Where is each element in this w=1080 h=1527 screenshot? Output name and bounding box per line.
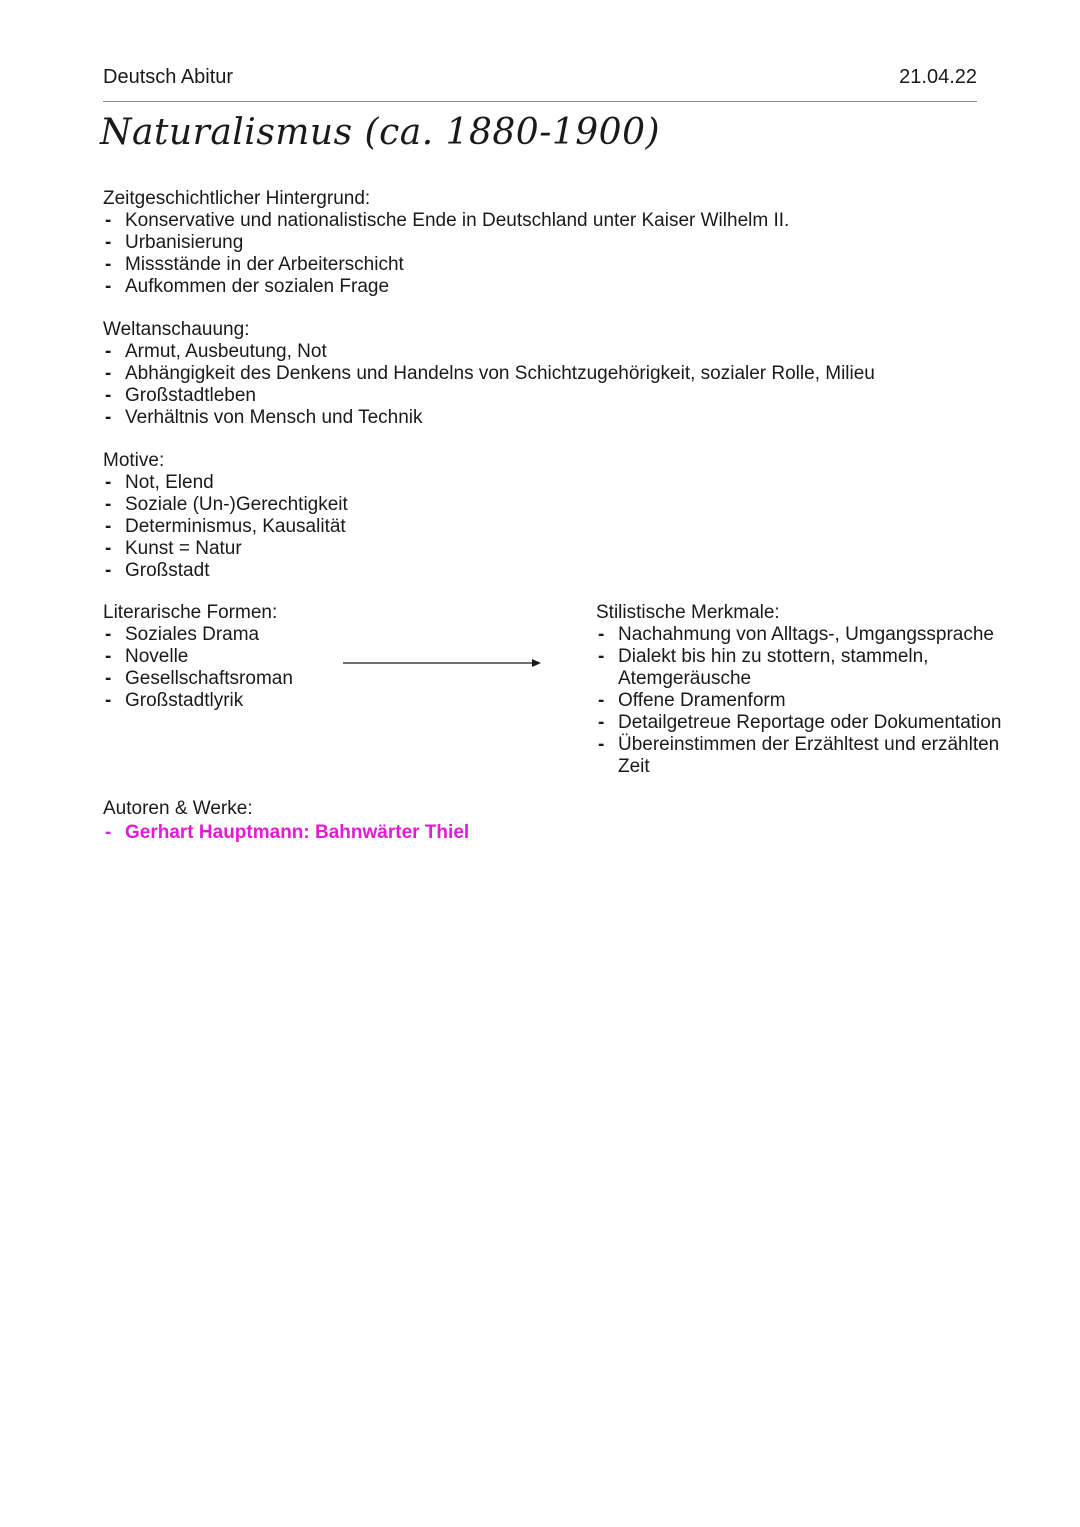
background-list [103, 210, 1003, 298]
list-item: - Determinismus, Kausalität [103, 516, 703, 538]
section-heading: Autoren & Werke: [103, 798, 253, 819]
list-item: - Großstadtleben [103, 385, 1003, 407]
document-date: 21.04.22 [899, 66, 977, 88]
list-item: - Großstadt [103, 560, 703, 582]
list-item: - Dialekt bis hin zu stottern, stammeln, Atemgeräusche [596, 646, 1036, 690]
list-item: - Novelle [103, 646, 343, 668]
section-motifs [103, 450, 703, 582]
worldview-list [103, 341, 1003, 429]
section-style-features [596, 602, 1036, 778]
list-item: - Not, Elend [103, 472, 703, 494]
list-item: - Soziale (Un-)Gerechtigkeit [103, 494, 703, 516]
section-heading: Zeitgeschichtlicher Hintergrund: [103, 188, 371, 209]
list-item: - Kunst = Natur [103, 538, 703, 560]
forms-list [103, 624, 343, 712]
list-item: - Großstadtlyrik [103, 690, 343, 712]
list-item: - Soziales Drama [103, 624, 343, 646]
section-heading: Motive: [103, 450, 165, 471]
motifs-list [103, 472, 703, 582]
page-title: Naturalismus (ca. 1880-1900) [100, 112, 661, 153]
section-heading: Weltanschauung: [103, 319, 250, 340]
section-authors-works [103, 798, 703, 844]
authors-list [103, 822, 703, 844]
list-item: - Aufkommen der sozialen Frage [103, 276, 1003, 298]
document-subject: Deutsch Abitur [103, 66, 234, 88]
list-item: - Gerhart Hauptmann: Bahnwärter Thiel [103, 822, 703, 844]
list-item: - Detailgetreue Reportage oder Dokumentation [596, 712, 1036, 734]
list-item: - Verhältnis von Mensch und Technik [103, 407, 1003, 429]
section-worldview [103, 319, 1003, 429]
list-item: - Offene Dramenform [596, 690, 1036, 712]
list-item: - Konservative und nationalistische Ende in Deutschland unter Kaiser Wilhelm II. [103, 210, 1003, 232]
header-divider [103, 101, 977, 102]
section-literary-forms [103, 602, 343, 712]
list-item: - Nachahmung von Alltags-, Umgangssprache [596, 624, 1036, 646]
section-background [103, 188, 1003, 298]
list-item: - Abhängigkeit des Denkens und Handelns von Schichtzugehörigkeit, sozialer Rolle, Milieu [103, 363, 1003, 385]
section-heading: Literarische Formen: [103, 602, 278, 623]
list-item: - Übereinstimmen der Erzähltest und erzählten Zeit [596, 734, 1036, 778]
style-list [596, 624, 1036, 778]
arrow-right-icon [343, 656, 543, 670]
list-item: - Gesellschaftsroman [103, 668, 343, 690]
list-item: - Missstände in der Arbeiterschicht [103, 254, 1003, 276]
section-heading: Stilistische Merkmale: [596, 602, 780, 623]
list-item: - Armut, Ausbeutung, Not [103, 341, 1003, 363]
list-item: - Urbanisierung [103, 232, 1003, 254]
